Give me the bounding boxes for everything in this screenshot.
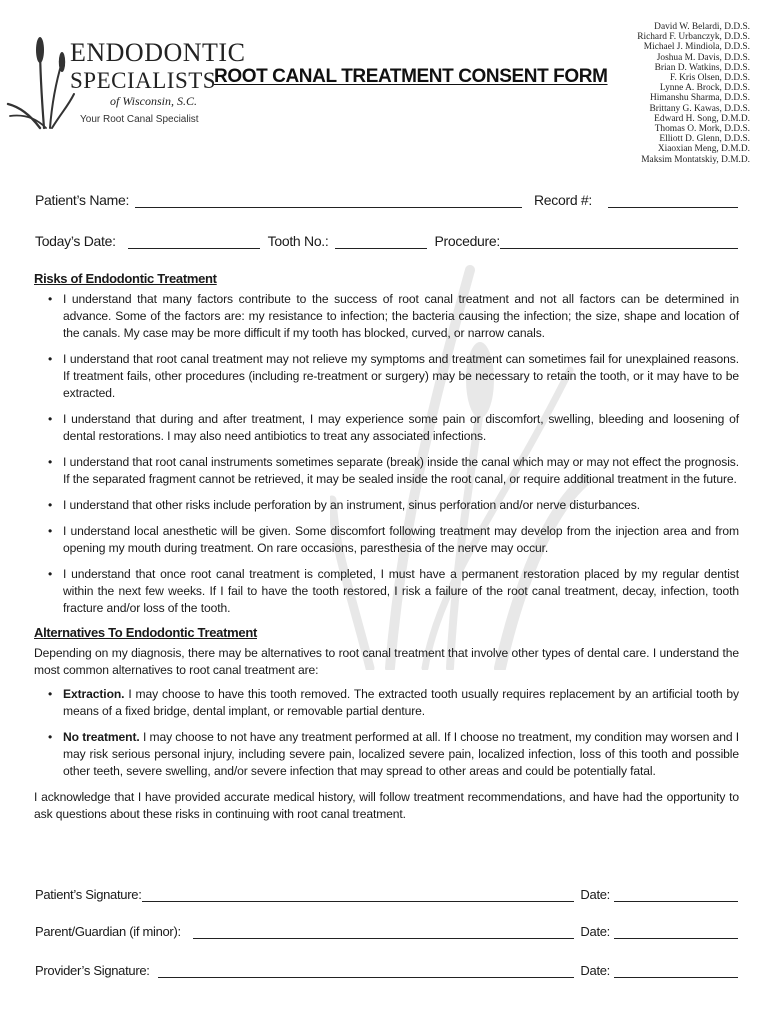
alternative-item-no-treatment [48, 729, 739, 780]
patient-signature-field[interactable] [142, 888, 575, 902]
todays-date-label: Today’s Date: [35, 233, 116, 249]
record-field[interactable] [608, 193, 738, 208]
patient-signature-label: Patient’s Signature: [35, 887, 142, 902]
alternatives-intro: Depending on my diagnosis, there may be alternatives to root canal treatment that involve other types of dental care. I understand the most common alternatives to root canal treatment are: [34, 646, 739, 677]
doctor-name: Xiaoxian Meng, D.M.D. [657, 144, 750, 155]
acknowledgement-text: I acknowledge that I have provided accurate medical history, will follow treatment recommendations, and have had the opportunity to ask questions about these risks in continuing with root canal treatment. [34, 790, 739, 821]
risk-item: • I understand that root canal instruments sometimes separate (break) inside the canal which may or may not effect the prognosis. If the separated fragment cannot be retrieved, it may be sealed inside the root canal, or require additional treatment in the future. [48, 454, 739, 488]
provider-signature-field[interactable] [158, 964, 575, 978]
patient-info-row-1 [35, 192, 738, 208]
doctor-list [637, 22, 750, 165]
doctor-name: F. Kris Olsen, D.D.S. [670, 73, 750, 84]
date-label: Date: [580, 887, 610, 902]
guardian-date-field[interactable] [614, 925, 738, 939]
todays-date-field[interactable] [128, 234, 260, 249]
risk-item: • I understand that other risks include perforation by an instrument, sinus perforation and/or nerve disturbances. [48, 497, 739, 514]
risk-item: • I understand that during and after treatment, I may experience some pain or discomfort, swelling, bleeding and loosening of dental restorations. I may also need antibiotics to treat any associated infections. [48, 411, 739, 445]
doctor-name: Edward H. Song, D.M.D. [654, 113, 750, 124]
provider-signature-label: Provider’s Signature: [35, 963, 150, 978]
patient-info-row-2 [35, 233, 738, 249]
provider-signature-row [35, 963, 738, 978]
patient-date-field[interactable] [614, 888, 738, 902]
logo-line-2: SPECIALISTS [70, 68, 217, 93]
date-label: Date: [580, 924, 610, 939]
procedure-label: Procedure: [434, 233, 500, 249]
doctor-name: Joshua M. Davis, D.D.S. [656, 52, 750, 63]
doctor-name: Elliott D. Glenn, D.D.S. [659, 134, 750, 145]
risk-item: • I understand that once root canal treatment is completed, I must have a permanent restoration placed by my regular dentist within the next few weeks. If I fail to have the tooth restored, I risk a failure of the root canal treatment, decay, infection, tooth fracture and/or loss of the tooth. [48, 566, 739, 617]
logo-line-1: ENDODONTIC [70, 38, 246, 67]
record-label: Record #: [534, 192, 592, 208]
alternative-text: I may choose to not have any treatment performed at all. If I choose no treatment, my condition may worsen and I may risk serious personal injury, including severe pain, localized severe pain, localized infection, loss of this tooth and possible other teeth, severe swelling, and/or severe infection that may spread to other areas and could be potentially fatal. [63, 730, 740, 778]
risks-list [34, 291, 739, 617]
form-title: ROOT CANAL TREATMENT CONSENT FORM [214, 66, 608, 87]
logo-line-3: of Wisconsin, S.C. [110, 94, 198, 108]
guardian-signature-row [35, 924, 738, 939]
procedure-field[interactable] [500, 234, 738, 249]
risk-item: • I understand that many factors contribute to the success of root canal treatment and not all factors can be determined in advance. Some of the factors are: my resistance to infection; the bacteria causing the infection; the size, shape and location of the canals. My case may be more difficult if my tooth has blocked, curved, or narrow canals. [48, 291, 739, 342]
alternative-item-extraction [48, 686, 739, 720]
doctor-name: Michael J. Mindiola, D.D.S. [643, 42, 750, 53]
doctor-name: Richard F. Urbanczyk, D.D.S. [637, 32, 750, 43]
practice-logo [6, 32, 246, 132]
doctor-name: Maksim Montatskiy, D.M.D. [641, 154, 750, 165]
doctor-name: Himanshu Sharma, D.D.S. [650, 93, 750, 104]
risks-heading: Risks of Endodontic Treatment [34, 271, 217, 286]
guardian-signature-label: Parent/Guardian (if minor): [35, 924, 181, 939]
risk-item: • I understand that root canal treatment may not relieve my symptoms and treatment can sometimes fail for unexplained reasons. If treatment fails, other procedures (including re-treatment or surgery) may be necessary to retain the tooth, or it may have to be extracted. [48, 351, 739, 402]
alternatives-heading: Alternatives To Endodontic Treatment [34, 625, 257, 640]
logo-tagline: Your Root Canal Specialist [80, 114, 199, 125]
alternative-text: I may choose to have this tooth removed. The extracted tooth usually requires replacement by an artificial tooth by means of a fixed bridge, dental implant, or removable partial denture. [63, 687, 739, 718]
doctor-name: Brittany G. Kawas, D.D.S. [649, 103, 750, 114]
risk-item: • I understand local anesthetic will be given. Some discomfort following treatment may develop from the injection area and from opening my mouth during treatment. On rare occasions, paresthesia of the nerve may occur. [48, 523, 739, 557]
doctor-name: Thomas O. Mork, D.D.S. [654, 124, 750, 135]
patient-name-field[interactable] [135, 193, 522, 208]
patient-name-label: Patient’s Name: [35, 192, 130, 208]
tooth-no-label: Tooth No.: [267, 233, 329, 249]
alternatives-list [34, 686, 739, 780]
guardian-signature-field[interactable] [193, 925, 575, 939]
cattail-plant-icon [6, 32, 76, 132]
alternative-label: Extraction. [63, 687, 125, 701]
doctor-name: Lynne A. Brock, D.D.S. [659, 83, 750, 94]
date-label: Date: [580, 963, 610, 978]
doctor-name: Brian D. Watkins, D.D.S. [654, 62, 750, 73]
alternative-label: No treatment. [63, 730, 140, 744]
tooth-no-field[interactable] [335, 234, 427, 249]
consent-content [34, 270, 739, 830]
patient-signature-row [35, 887, 738, 902]
provider-date-field[interactable] [614, 964, 738, 978]
doctor-name: David W. Belardi, D.D.S. [654, 22, 750, 32]
